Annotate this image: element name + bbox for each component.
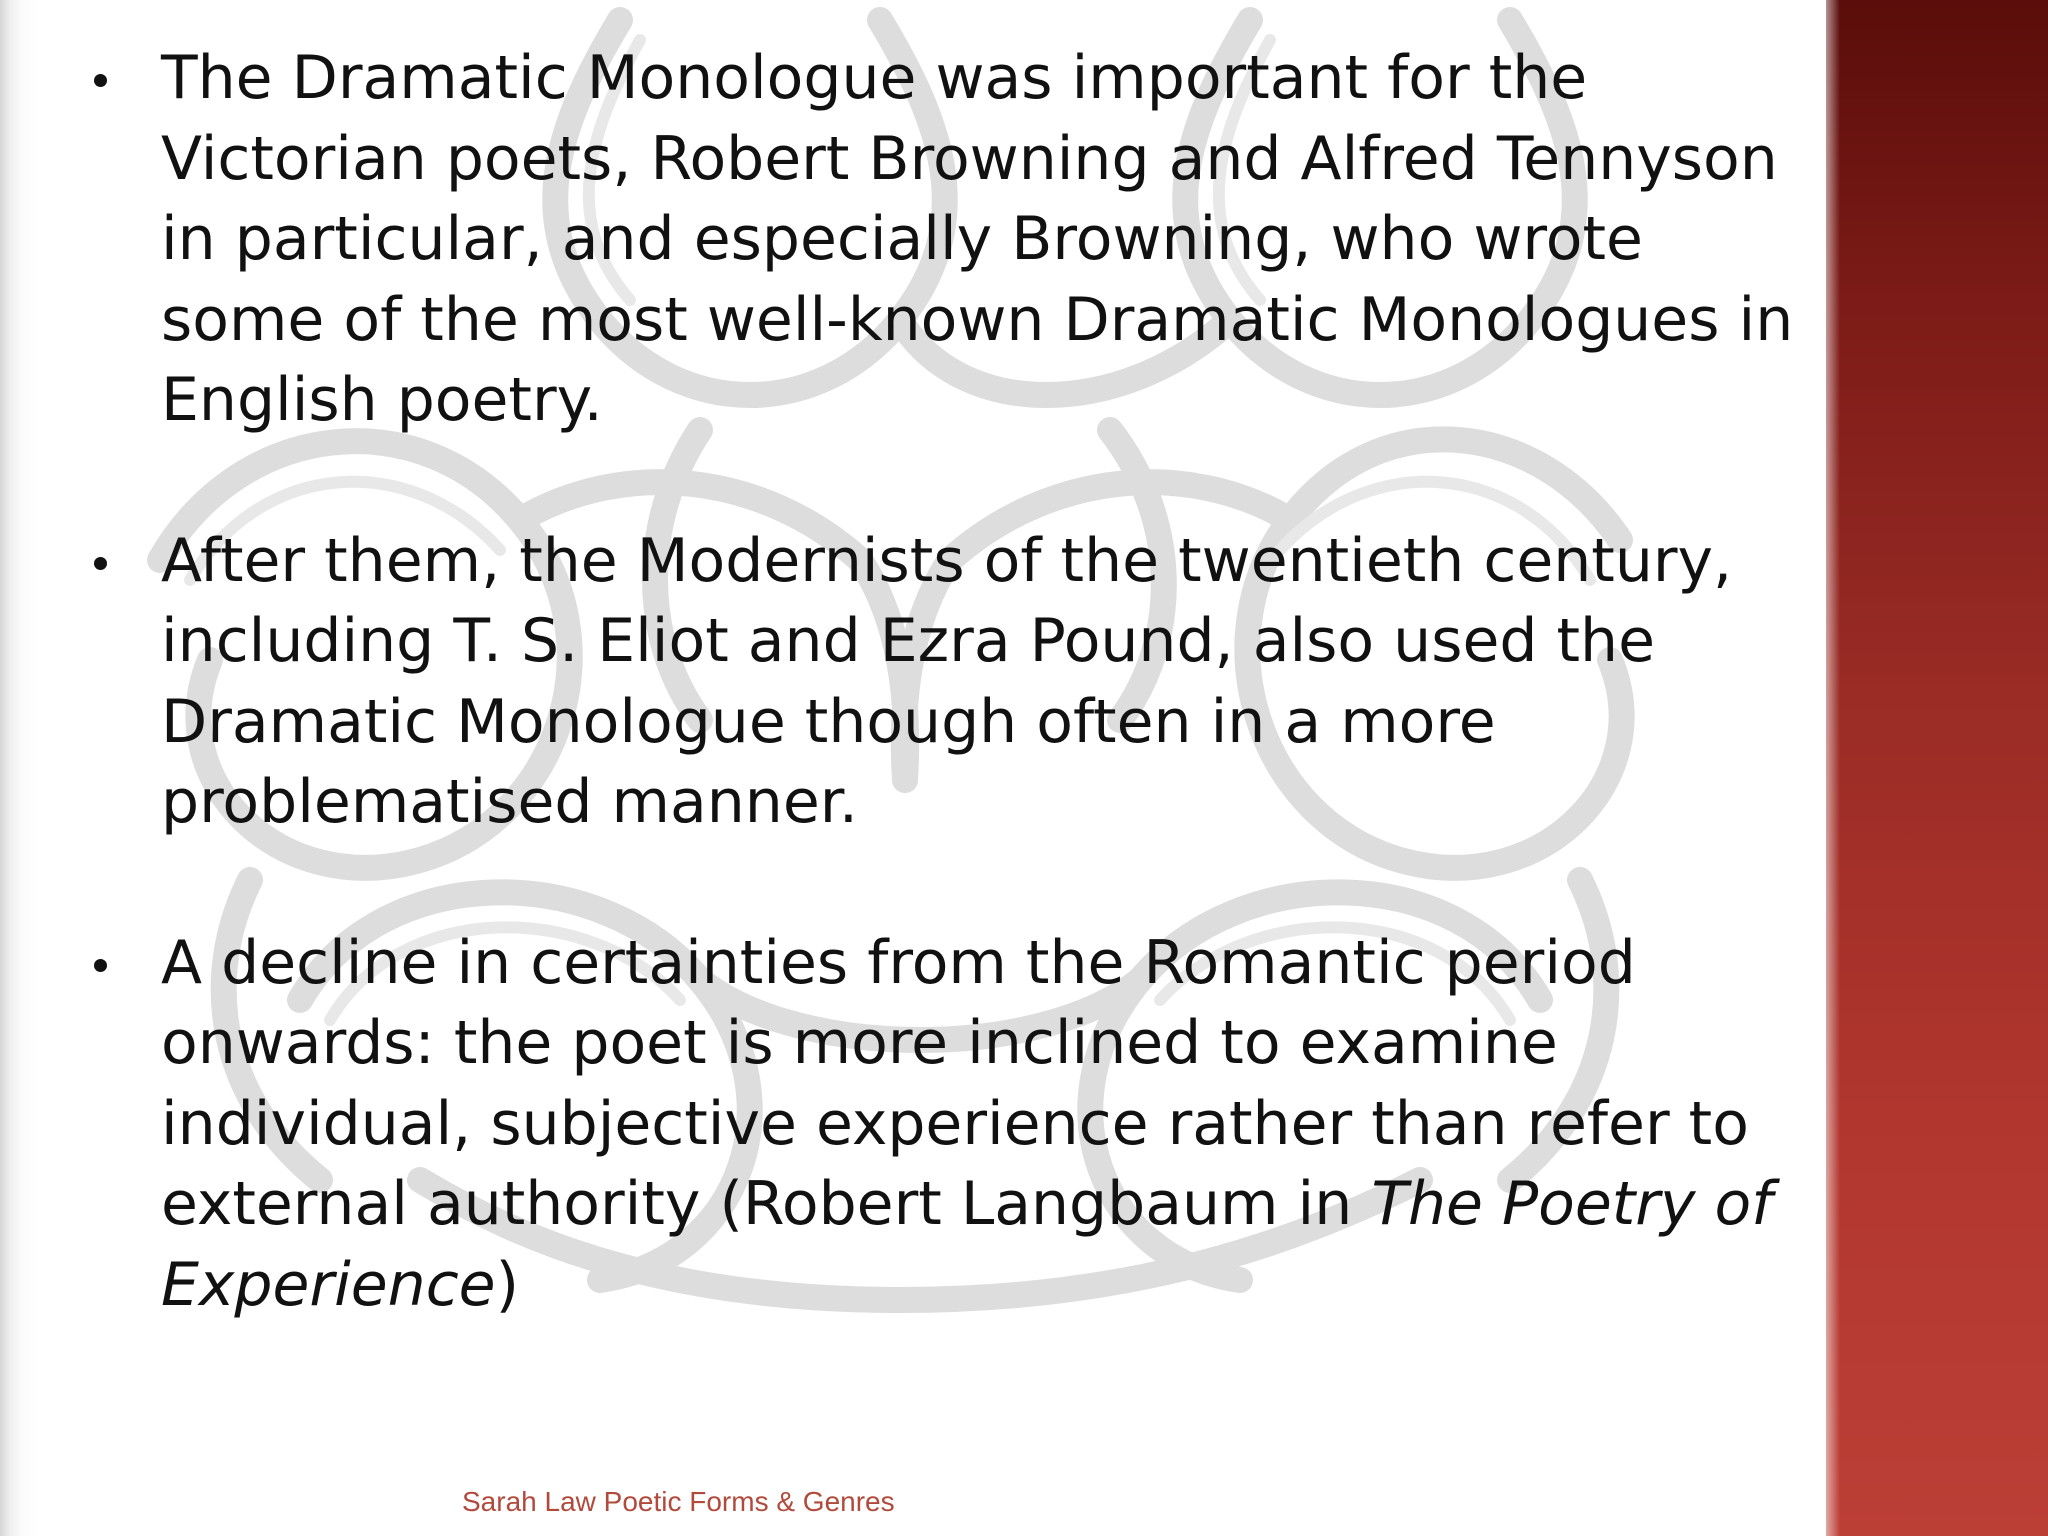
book-title: The Poetry of Experience <box>161 1169 1773 1320</box>
bullet-dot-icon <box>94 557 107 570</box>
bullet-text <box>161 923 1820 1326</box>
red-band-edge-highlight <box>1826 0 1840 1536</box>
bullet-text-main: A decline in certainties from the Romantic period onwards: the poet is more inclined to examine individual, subjective experience rather than refer to external authority (Robert Langbaum in <box>161 927 1749 1239</box>
bullet-text-closing: ) <box>495 1249 520 1320</box>
bullet-item-modernists <box>90 521 1820 843</box>
bullet-item-victorian-poets <box>90 38 1820 441</box>
bullet-dot-icon <box>94 959 107 972</box>
red-side-band <box>1826 0 2048 1536</box>
bullet-item-decline-in-certainties <box>90 923 1820 1326</box>
slide-footer: Sarah Law Poetic Forms & Genres <box>462 1486 895 1517</box>
bullet-dot-icon <box>94 74 107 87</box>
bullet-text: After them, the Modernists of the twentieth century, including T. S. Eliot and Ezra Pound, also used the Dramatic Monologue though often in a more problematised manner. <box>161 525 1733 837</box>
bullet-text: The Dramatic Monologue was important for the Victorian poets, Robert Browning and Alfred Tennyson in particular, and especially Browning, who wrote some of the most well-known Dramatic Monologues in English poetry. <box>161 43 1794 435</box>
bullet-list <box>90 38 1820 1405</box>
